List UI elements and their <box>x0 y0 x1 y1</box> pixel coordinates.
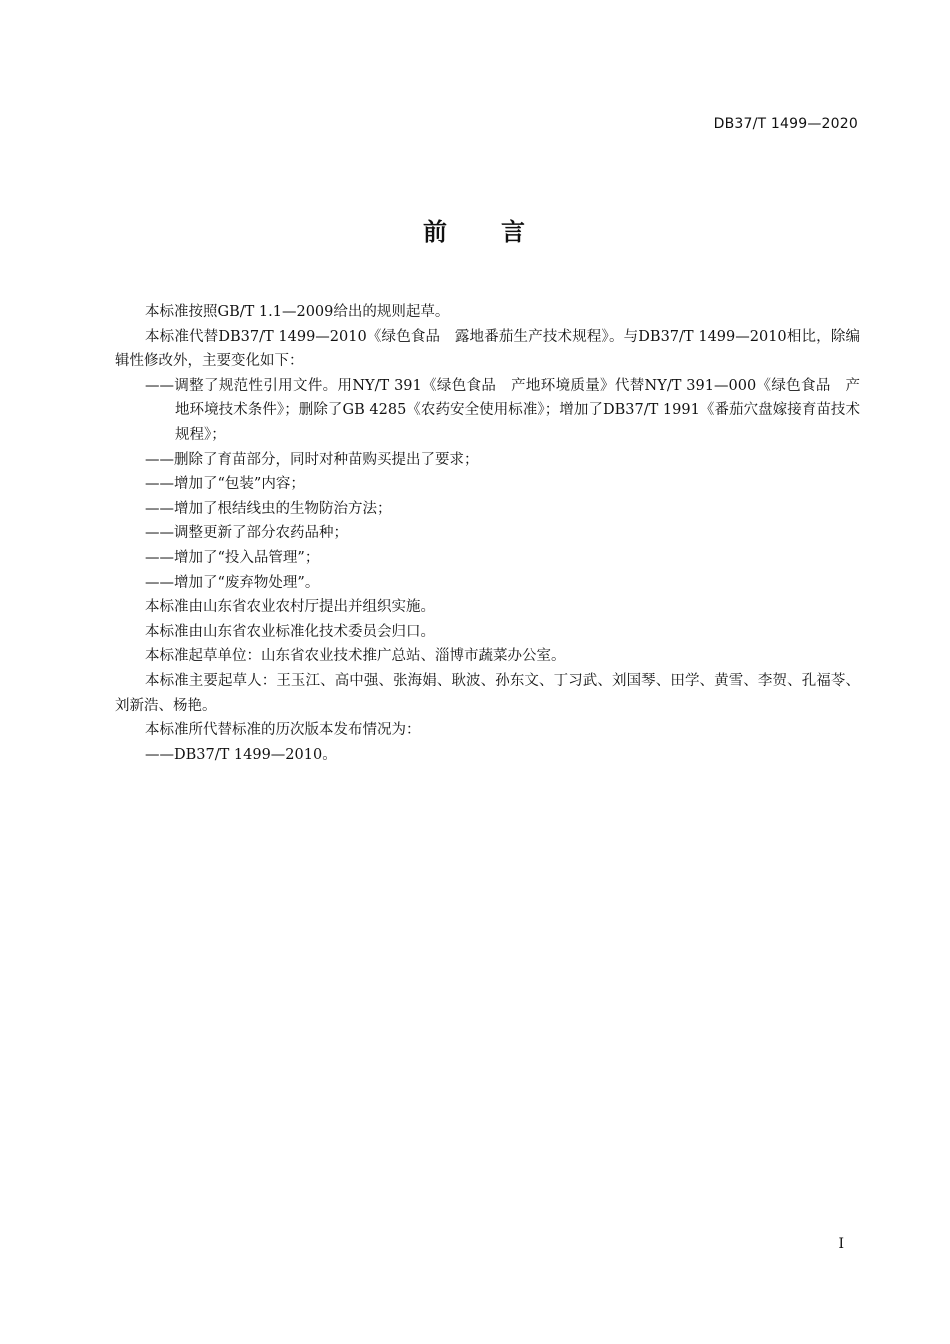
change-item: ——增加了“废弃物处理”。 <box>145 574 320 591</box>
foreword-body <box>115 300 860 767</box>
paragraph: 本标准所代替标准的历次版本发布情况为： <box>145 722 421 739</box>
change-item: ——调整更新了部分农药品种； <box>145 525 348 542</box>
paragraph: 本标准起草单位：山东省农业技术推广总站、淄博市蔬菜办公室。 <box>145 648 566 665</box>
change-item: ——增加了根结线虫的生物防治方法； <box>145 500 392 517</box>
standard-code: DB37/T 1499—2020 <box>713 116 858 132</box>
page-title <box>0 212 950 247</box>
change-item: ——删除了育苗部分，同时对种苗购买提出了要求； <box>145 451 479 468</box>
paragraph: 本标准由山东省农业标准化技术委员会归口。 <box>145 623 435 640</box>
page-number: I <box>838 1236 844 1252</box>
paragraph: 本标准由山东省农业农村厅提出并组织实施。 <box>145 599 435 616</box>
change-item: ——DB37/T 1499—2010。 <box>145 746 337 763</box>
change-item: ——增加了“包装”内容； <box>145 476 305 493</box>
paragraph: 本标准按照GB/T 1.1—2009给出的规则起草。 <box>145 304 450 320</box>
title-char-1: 前 <box>423 218 449 246</box>
paragraph: 本标准代替DB37/T 1499—2010《绿色食品 露地番茄生产技术规程》。与DB37/T 1499—2010相比，除编辑性修改外，主要变化如下： <box>115 328 860 370</box>
change-item: ——调整了规范性引用文件。用NY/T 391《绿色食品 产地环境质量》代替NY/T 391—000《绿色食品 产地环境技术条件》；删除了GB 4285《农药安全使用标准》；增加了DB37/T 1991《番茄穴盘嫁接育苗技术规程》； <box>145 377 860 443</box>
paragraph: 本标准主要起草人：王玉江、高中强、张海娟、耿波、孙东文、丁习武、刘国琴、田学、黄雪、李贺、孔福苓、刘新浩、杨艳。 <box>115 672 860 714</box>
title-char-2: 言 <box>501 218 527 246</box>
change-item: ——增加了“投入品管理”； <box>145 549 320 566</box>
